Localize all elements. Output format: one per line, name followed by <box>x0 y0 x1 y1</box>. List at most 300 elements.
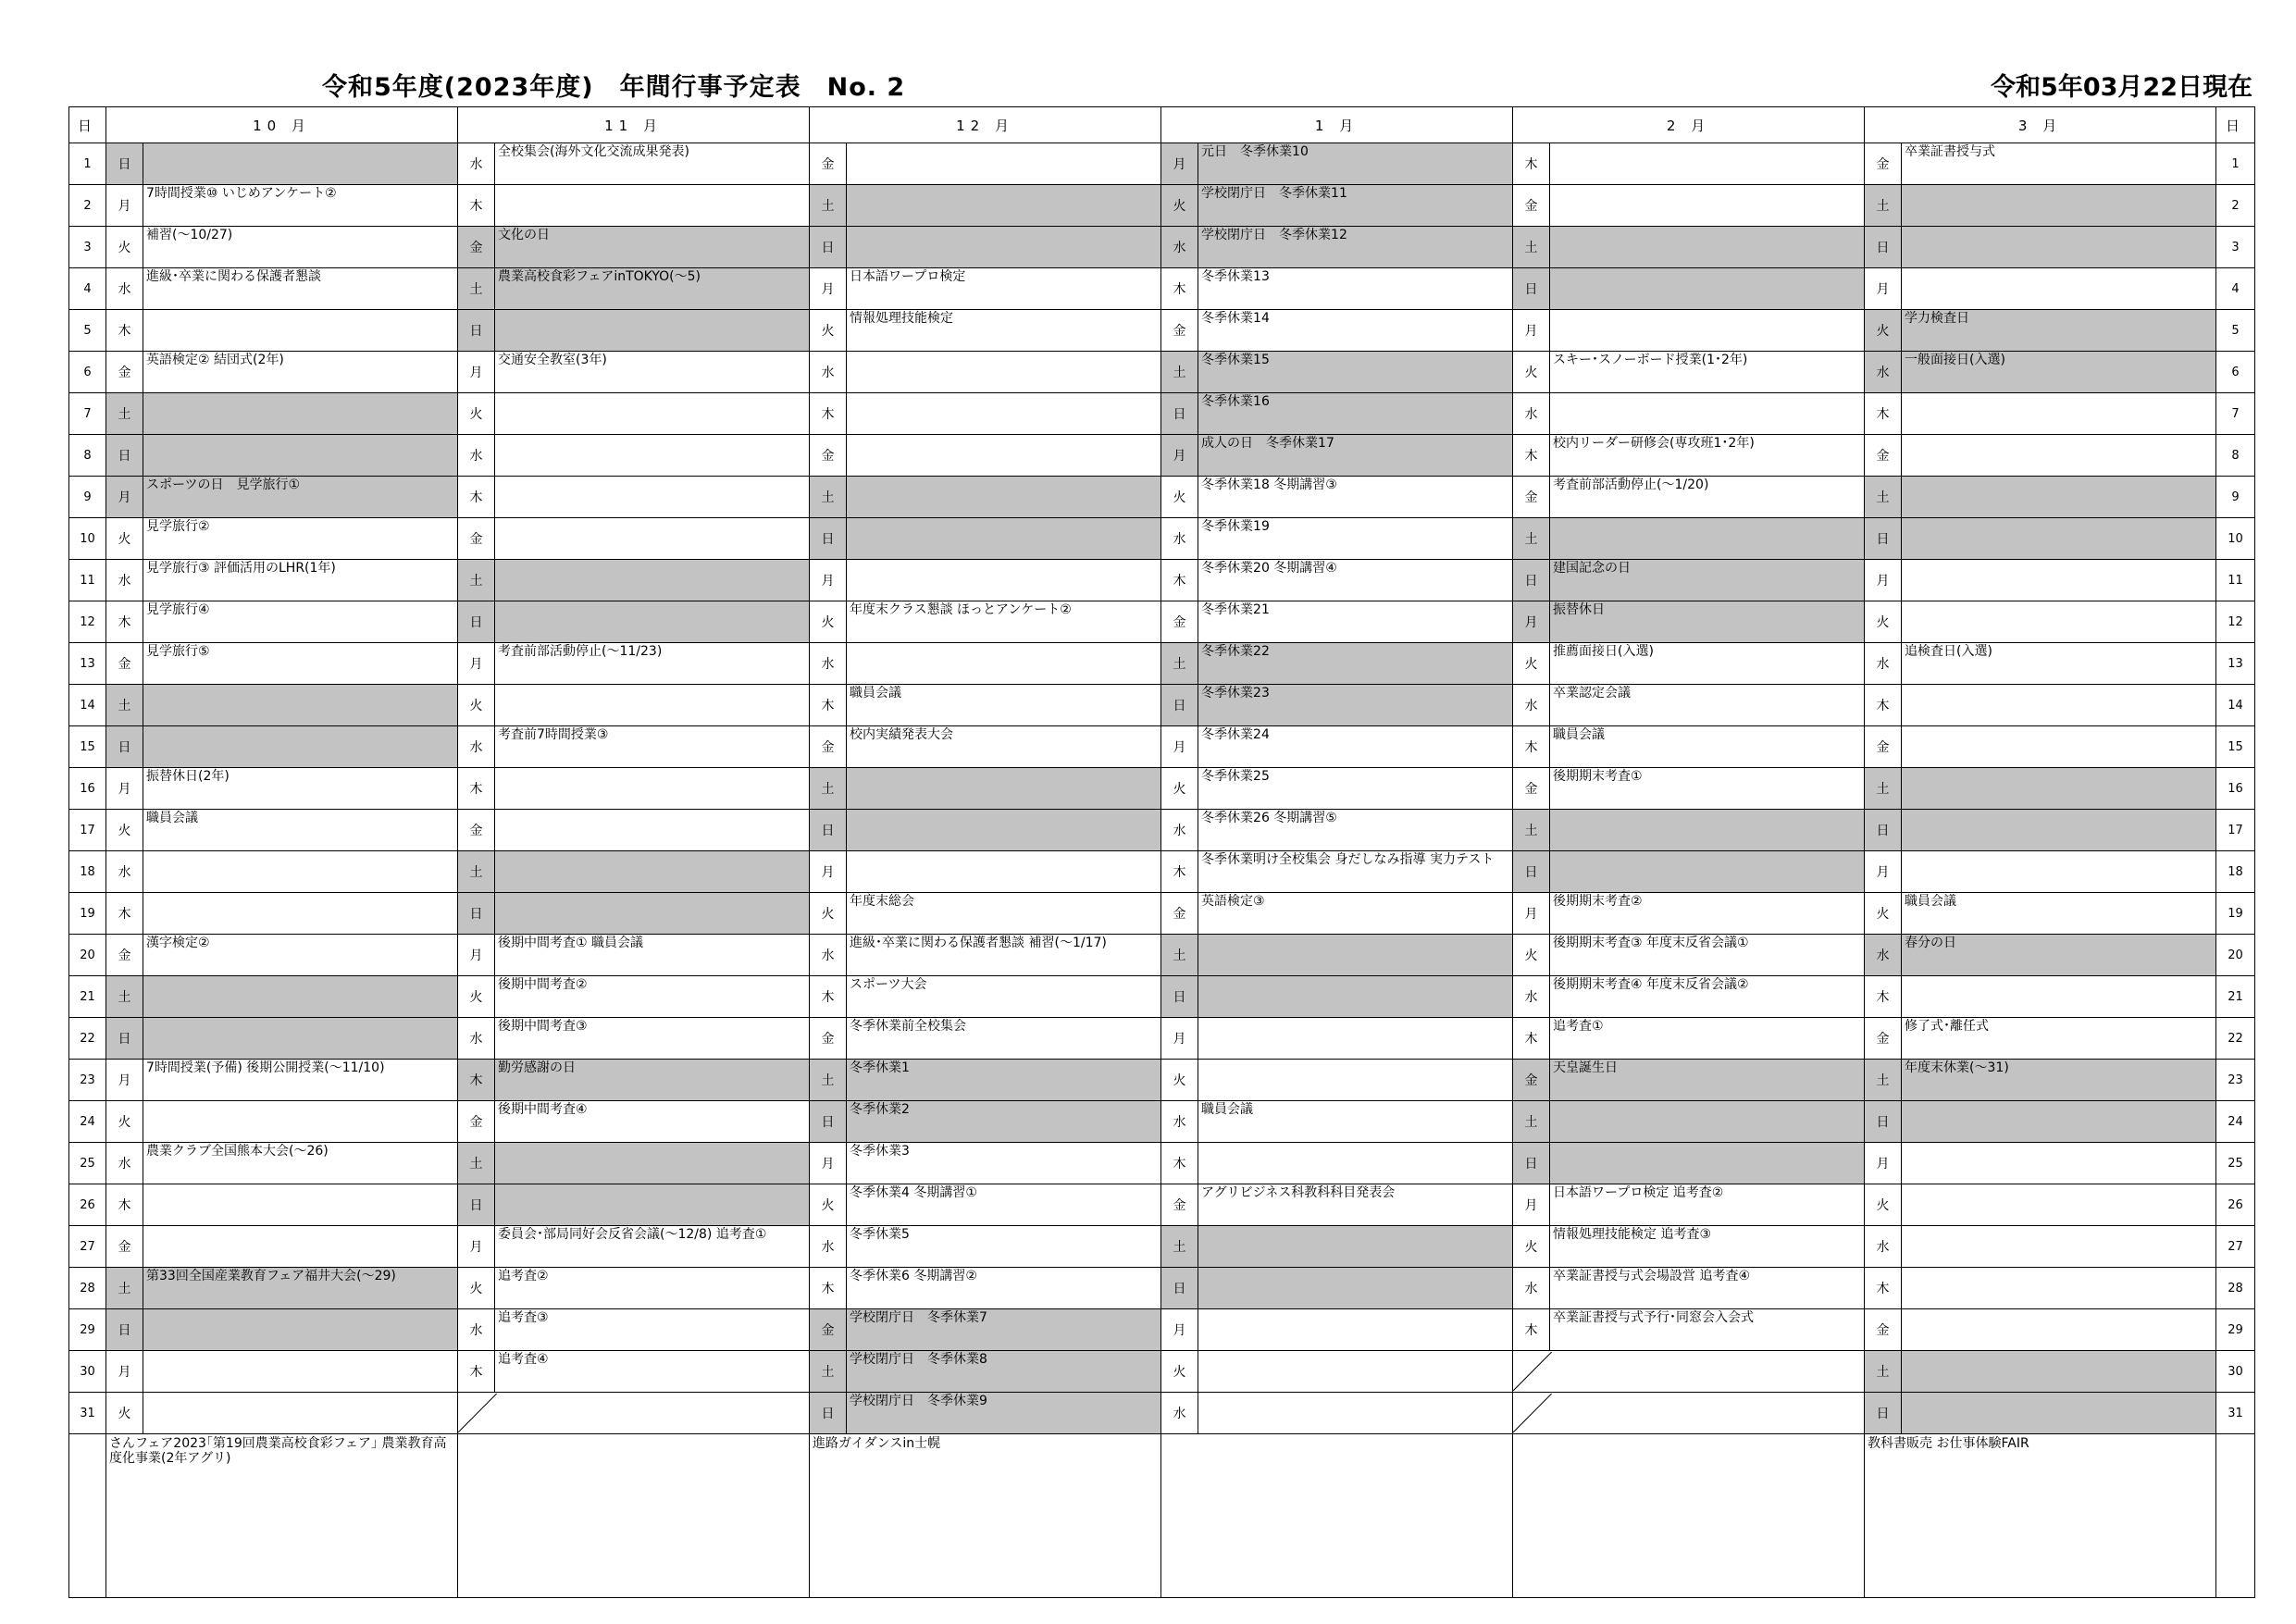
weekday-cell: 水 <box>106 851 143 893</box>
event-cell: 英語検定③ <box>1198 893 1513 935</box>
weekday-cell: 水 <box>1161 1393 1198 1434</box>
event-cell <box>1902 560 2216 601</box>
day-number: 10 <box>2216 518 2255 560</box>
table-row <box>69 560 2255 601</box>
weekday-cell: 金 <box>458 227 495 268</box>
day-number: 22 <box>69 1018 106 1060</box>
event-cell: 校内実績発表大会 <box>847 726 1161 768</box>
table-row <box>69 1060 2255 1101</box>
event-cell: 農業高校食彩フェアinTOKYO(～5) <box>495 268 810 310</box>
event-cell <box>1902 685 2216 726</box>
weekday-cell: 金 <box>106 935 143 976</box>
table-row <box>69 1184 2255 1226</box>
weekday-cell: 日 <box>1513 851 1550 893</box>
event-cell: 冬季休業13 <box>1198 268 1513 310</box>
event-cell: 後期期末考査② <box>1550 893 1865 935</box>
weekday-cell: 水 <box>1161 518 1198 560</box>
day-number: 21 <box>2216 976 2255 1018</box>
event-cell <box>1198 976 1513 1018</box>
weekday-cell: 金 <box>810 1309 847 1351</box>
weekday-cell: 水 <box>810 1226 847 1268</box>
event-cell <box>1198 1309 1513 1351</box>
weekday-cell: 木 <box>106 893 143 935</box>
weekday-cell: 水 <box>1161 1101 1198 1143</box>
event-cell: 冬季休業25 <box>1198 768 1513 810</box>
day-number: 13 <box>2216 643 2255 685</box>
table-row <box>69 893 2255 935</box>
event-cell: スポーツ大会 <box>847 976 1161 1018</box>
event-cell <box>143 726 458 768</box>
day-number: 30 <box>69 1351 106 1393</box>
weekday-cell: 水 <box>1865 643 1902 685</box>
table-row <box>69 227 2255 268</box>
nonexistent-day-cell <box>458 1393 810 1434</box>
weekday-cell: 火 <box>1513 1226 1550 1268</box>
day-number: 3 <box>69 227 106 268</box>
weekday-cell: 火 <box>1865 893 1902 935</box>
weekday-cell: 日 <box>1161 976 1198 1018</box>
weekday-cell: 月 <box>1161 143 1198 185</box>
day-number: 11 <box>2216 560 2255 601</box>
event-cell <box>1902 268 2216 310</box>
weekday-cell: 月 <box>106 768 143 810</box>
day-number: 21 <box>69 976 106 1018</box>
event-cell: 英語検定② 結団式(2年) <box>143 352 458 393</box>
event-cell <box>143 310 458 352</box>
event-cell <box>143 685 458 726</box>
table-row <box>69 1143 2255 1184</box>
weekday-cell: 木 <box>1865 685 1902 726</box>
event-cell <box>1550 1143 1865 1184</box>
table-row <box>69 935 2255 976</box>
day-number: 2 <box>69 185 106 227</box>
event-cell <box>143 1101 458 1143</box>
nonexistent-day-cell <box>1513 1351 1865 1393</box>
event-cell: 冬季休業23 <box>1198 685 1513 726</box>
event-cell: 追検査日(入選) <box>1902 643 2216 685</box>
event-cell <box>1902 227 2216 268</box>
event-cell <box>847 851 1161 893</box>
weekday-cell: 月 <box>458 352 495 393</box>
day-number: 15 <box>69 726 106 768</box>
weekday-cell: 月 <box>1513 1184 1550 1226</box>
weekday-cell: 土 <box>106 976 143 1018</box>
event-cell <box>847 352 1161 393</box>
weekday-cell: 木 <box>1865 976 1902 1018</box>
event-cell: 冬季休業21 <box>1198 601 1513 643</box>
table-row <box>69 518 2255 560</box>
weekday-cell: 日 <box>1513 560 1550 601</box>
weekday-cell: 土 <box>810 477 847 518</box>
weekday-cell: 木 <box>458 185 495 227</box>
event-cell: 進級･卒業に関わる保護者懇談 <box>143 268 458 310</box>
weekday-cell: 金 <box>1161 1184 1198 1226</box>
day-number: 6 <box>2216 352 2255 393</box>
weekday-cell: 月 <box>1865 851 1902 893</box>
weekday-cell: 木 <box>810 685 847 726</box>
weekday-cell: 日 <box>458 893 495 935</box>
event-cell <box>1550 1101 1865 1143</box>
event-cell: 見学旅行③ 評価活用のLHR(1年) <box>143 560 458 601</box>
day-number: 14 <box>2216 685 2255 726</box>
weekday-cell: 土 <box>106 393 143 435</box>
event-cell: 冬季休業16 <box>1198 393 1513 435</box>
event-cell: 冬季休業3 <box>847 1143 1161 1184</box>
diagonal-strike <box>1513 1394 1864 1432</box>
day-number: 20 <box>69 935 106 976</box>
weekday-cell: 金 <box>1865 726 1902 768</box>
event-cell <box>847 643 1161 685</box>
event-cell: 文化の日 <box>495 227 810 268</box>
weekday-cell: 月 <box>810 851 847 893</box>
event-cell <box>1550 268 1865 310</box>
weekday-cell: 火 <box>810 601 847 643</box>
weekday-cell: 水 <box>1513 393 1550 435</box>
event-cell <box>143 1393 458 1434</box>
weekday-cell: 日 <box>1865 518 1902 560</box>
weekday-cell: 日 <box>810 227 847 268</box>
month-notes: 進路ガイダンスin士幌 <box>810 1434 1161 1598</box>
table-row <box>69 477 2255 518</box>
table-row <box>69 352 2255 393</box>
event-cell: 振替休日(2年) <box>143 768 458 810</box>
day-number: 24 <box>69 1101 106 1143</box>
weekday-cell: 月 <box>1161 1309 1198 1351</box>
day-number: 3 <box>2216 227 2255 268</box>
weekday-cell: 金 <box>1513 1060 1550 1101</box>
event-cell: 第33回全国産業教育フェア福井大会(～29) <box>143 1268 458 1309</box>
event-cell: 冬季休業18 冬期講習③ <box>1198 477 1513 518</box>
event-cell <box>495 893 810 935</box>
event-cell: 卒業認定会議 <box>1550 685 1865 726</box>
weekday-cell: 水 <box>1161 810 1198 851</box>
event-cell <box>847 393 1161 435</box>
weekday-cell: 土 <box>1865 768 1902 810</box>
event-cell <box>1902 1309 2216 1351</box>
table-row <box>69 143 2255 185</box>
month-notes: 教科書販売 お仕事体験FAIR <box>1865 1434 2216 1598</box>
event-cell <box>1902 477 2216 518</box>
event-cell: 学校閉庁日 冬季休業11 <box>1198 185 1513 227</box>
event-cell <box>495 185 810 227</box>
day-number: 16 <box>69 768 106 810</box>
event-cell: 見学旅行⑤ <box>143 643 458 685</box>
event-cell <box>143 851 458 893</box>
event-cell <box>143 976 458 1018</box>
event-cell <box>495 310 810 352</box>
day-number: 1 <box>69 143 106 185</box>
weekday-cell: 火 <box>1161 185 1198 227</box>
event-cell <box>1902 518 2216 560</box>
event-cell: 卒業証書授与式予行･同窓会入会式 <box>1550 1309 1865 1351</box>
weekday-cell: 土 <box>106 1268 143 1309</box>
table-row <box>69 310 2255 352</box>
day-number: 29 <box>2216 1309 2255 1351</box>
weekday-cell: 火 <box>810 310 847 352</box>
event-cell: 冬季休業15 <box>1198 352 1513 393</box>
weekday-cell: 日 <box>1161 393 1198 435</box>
event-cell: 学力検査日 <box>1902 310 2216 352</box>
weekday-cell: 水 <box>458 1018 495 1060</box>
event-cell: 後期中間考査② <box>495 976 810 1018</box>
day-number: 6 <box>69 352 106 393</box>
event-cell <box>1902 1184 2216 1226</box>
event-cell <box>1902 1226 2216 1268</box>
event-cell: 後期中間考査① 職員会議 <box>495 935 810 976</box>
event-cell: 追考査③ <box>495 1309 810 1351</box>
table-row <box>69 268 2255 310</box>
weekday-cell: 金 <box>810 435 847 477</box>
event-cell: 追考査① <box>1550 1018 1865 1060</box>
event-cell: 後期期末考査③ 年度末反省会議① <box>1550 935 1865 976</box>
weekday-cell: 日 <box>810 518 847 560</box>
table-row <box>69 768 2255 810</box>
weekday-cell: 月 <box>106 185 143 227</box>
day-number: 25 <box>69 1143 106 1184</box>
event-cell: 冬季休業5 <box>847 1226 1161 1268</box>
event-cell <box>495 560 810 601</box>
event-cell: 後期期末考査④ 年度末反省会議② <box>1550 976 1865 1018</box>
day-number: 24 <box>2216 1101 2255 1143</box>
event-cell: 職員会議 <box>847 685 1161 726</box>
day-number: 9 <box>2216 477 2255 518</box>
weekday-cell: 金 <box>1161 601 1198 643</box>
event-cell: 卒業証書授与式会場設営 追考査④ <box>1550 1268 1865 1309</box>
event-cell: 春分の日 <box>1902 935 2216 976</box>
weekday-cell: 木 <box>1865 1268 1902 1309</box>
month-header: 12 月 <box>810 107 1161 143</box>
table-row <box>69 1393 2255 1434</box>
table-row <box>69 185 2255 227</box>
day-number: 26 <box>69 1184 106 1226</box>
weekday-cell: 水 <box>1161 227 1198 268</box>
event-cell: 後期期末考査① <box>1550 768 1865 810</box>
weekday-cell: 月 <box>1865 560 1902 601</box>
weekday-cell: 日 <box>458 310 495 352</box>
event-cell: 農業クラブ全国熊本大会(～26) <box>143 1143 458 1184</box>
day-number: 26 <box>2216 1184 2255 1226</box>
event-cell: 職員会議 <box>1902 893 2216 935</box>
weekday-cell: 金 <box>810 143 847 185</box>
weekday-cell: 水 <box>1513 1268 1550 1309</box>
weekday-cell: 木 <box>458 768 495 810</box>
table-row <box>69 1309 2255 1351</box>
weekday-cell: 木 <box>106 310 143 352</box>
event-cell: 学校閉庁日 冬季休業12 <box>1198 227 1513 268</box>
event-cell <box>1550 227 1865 268</box>
weekday-cell: 月 <box>1513 893 1550 935</box>
weekday-cell: 日 <box>1865 810 1902 851</box>
event-cell <box>143 143 458 185</box>
weekday-cell: 火 <box>458 685 495 726</box>
weekday-cell: 土 <box>810 1060 847 1101</box>
event-cell: 見学旅行② <box>143 518 458 560</box>
event-cell <box>143 1018 458 1060</box>
event-cell: 建国記念の日 <box>1550 560 1865 601</box>
month-header: 3 月 <box>1865 107 2216 143</box>
weekday-cell: 日 <box>106 726 143 768</box>
weekday-cell: 日 <box>1513 1143 1550 1184</box>
weekday-cell: 金 <box>1865 435 1902 477</box>
weekday-cell: 火 <box>1161 768 1198 810</box>
weekday-cell: 火 <box>1513 643 1550 685</box>
weekday-cell: 金 <box>458 1101 495 1143</box>
event-cell: 考査前部活動停止(～1/20) <box>1550 477 1865 518</box>
weekday-cell: 日 <box>1161 685 1198 726</box>
weekday-cell: 金 <box>1865 1309 1902 1351</box>
weekday-cell: 金 <box>1513 185 1550 227</box>
month-notes <box>1161 1434 1513 1598</box>
event-cell <box>1198 1226 1513 1268</box>
annual-schedule-table <box>68 106 2255 1598</box>
event-cell <box>1902 1143 2216 1184</box>
event-cell <box>1198 1060 1513 1101</box>
event-cell <box>847 185 1161 227</box>
weekday-cell: 日 <box>1865 1393 1902 1434</box>
day-number: 5 <box>69 310 106 352</box>
weekday-cell: 火 <box>458 393 495 435</box>
event-cell <box>1902 393 2216 435</box>
event-cell <box>1550 143 1865 185</box>
event-cell <box>495 685 810 726</box>
weekday-cell: 水 <box>1513 685 1550 726</box>
weekday-cell: 土 <box>458 268 495 310</box>
day-column-header: 日 <box>2216 107 2255 143</box>
month-header: 1 月 <box>1161 107 1513 143</box>
weekday-cell: 金 <box>458 810 495 851</box>
weekday-cell: 月 <box>1513 310 1550 352</box>
weekday-cell: 水 <box>1513 976 1550 1018</box>
table-row <box>69 601 2255 643</box>
month-header: 11 月 <box>458 107 810 143</box>
weekday-cell: 水 <box>106 560 143 601</box>
event-cell: 成人の日 冬季休業17 <box>1198 435 1513 477</box>
event-cell <box>847 477 1161 518</box>
event-cell: 後期中間考査④ <box>495 1101 810 1143</box>
weekday-cell: 月 <box>810 1143 847 1184</box>
event-cell: スキー･スノーボード授業(1･2年) <box>1550 352 1865 393</box>
event-cell <box>495 601 810 643</box>
event-cell <box>495 393 810 435</box>
weekday-cell: 木 <box>458 1351 495 1393</box>
weekday-cell: 金 <box>1865 1018 1902 1060</box>
day-number: 4 <box>69 268 106 310</box>
weekday-cell: 日 <box>1513 268 1550 310</box>
weekday-cell: 火 <box>1161 1060 1198 1101</box>
weekday-cell: 土 <box>1865 185 1902 227</box>
day-number: 19 <box>2216 893 2255 935</box>
table-row <box>69 643 2255 685</box>
weekday-cell: 土 <box>1513 518 1550 560</box>
weekday-cell: 日 <box>106 1309 143 1351</box>
weekday-cell: 土 <box>458 560 495 601</box>
weekday-cell: 木 <box>1161 851 1198 893</box>
event-cell <box>1902 1101 2216 1143</box>
weekday-cell: 火 <box>810 893 847 935</box>
day-number: 2 <box>2216 185 2255 227</box>
day-number: 14 <box>69 685 106 726</box>
event-cell <box>1902 601 2216 643</box>
event-cell <box>495 768 810 810</box>
event-cell: 追考査② <box>495 1268 810 1309</box>
day-number: 16 <box>2216 768 2255 810</box>
event-cell <box>1550 851 1865 893</box>
event-cell <box>1902 1351 2216 1393</box>
weekday-cell: 土 <box>458 1143 495 1184</box>
month-header-row <box>69 107 2255 143</box>
weekday-cell: 火 <box>810 1184 847 1226</box>
event-cell: 天皇誕生日 <box>1550 1060 1865 1101</box>
event-cell <box>495 810 810 851</box>
weekday-cell: 日 <box>106 1018 143 1060</box>
weekday-cell: 木 <box>1513 1018 1550 1060</box>
weekday-cell: 木 <box>1513 435 1550 477</box>
event-cell <box>847 560 1161 601</box>
event-cell <box>143 393 458 435</box>
event-cell <box>847 810 1161 851</box>
weekday-cell: 日 <box>106 143 143 185</box>
event-cell: 年度末総会 <box>847 893 1161 935</box>
event-cell: 漢字検定② <box>143 935 458 976</box>
event-cell <box>1902 851 2216 893</box>
event-cell: 学校閉庁日 冬季休業8 <box>847 1351 1161 1393</box>
day-number: 18 <box>2216 851 2255 893</box>
weekday-cell: 火 <box>458 1268 495 1309</box>
weekday-cell: 水 <box>458 726 495 768</box>
event-cell <box>1198 1143 1513 1184</box>
weekday-cell: 水 <box>458 1309 495 1351</box>
event-cell <box>143 1309 458 1351</box>
weekday-cell: 水 <box>810 352 847 393</box>
weekday-cell: 土 <box>1513 227 1550 268</box>
table-row <box>69 435 2255 477</box>
table-row <box>69 1018 2255 1060</box>
event-cell: 進級･卒業に関わる保護者懇談 補習(～1/17) <box>847 935 1161 976</box>
weekday-cell: 日 <box>1865 227 1902 268</box>
event-cell: 見学旅行④ <box>143 601 458 643</box>
diagonal-strike <box>458 1394 809 1432</box>
weekday-cell: 土 <box>810 768 847 810</box>
event-cell <box>1902 185 2216 227</box>
event-cell: 交通安全教室(3年) <box>495 352 810 393</box>
event-cell <box>1902 726 2216 768</box>
weekday-cell: 日 <box>1161 1268 1198 1309</box>
weekday-cell: 金 <box>106 352 143 393</box>
event-cell <box>1902 768 2216 810</box>
weekday-cell: 水 <box>106 1143 143 1184</box>
weekday-cell: 木 <box>1161 560 1198 601</box>
event-cell: アグリビジネス科教科科目発表会 <box>1198 1184 1513 1226</box>
event-cell <box>847 518 1161 560</box>
page-title: 令和5年度(2023年度) 年間行事予定表 No. 2 <box>322 73 906 102</box>
weekday-cell: 土 <box>1161 935 1198 976</box>
event-cell: 元日 冬季休業10 <box>1198 143 1513 185</box>
weekday-cell: 月 <box>1865 1143 1902 1184</box>
weekday-cell: 日 <box>810 1101 847 1143</box>
weekday-cell: 火 <box>1161 1351 1198 1393</box>
day-number: 23 <box>69 1060 106 1101</box>
day-number: 12 <box>2216 601 2255 643</box>
day-number: 23 <box>2216 1060 2255 1101</box>
weekday-cell: 火 <box>1865 310 1902 352</box>
weekday-cell: 月 <box>1161 435 1198 477</box>
event-cell <box>1198 1351 1513 1393</box>
month-notes <box>1513 1434 1865 1598</box>
weekday-cell: 土 <box>1865 1060 1902 1101</box>
event-cell: 冬季休業26 冬期講習⑤ <box>1198 810 1513 851</box>
event-cell: 職員会議 <box>143 810 458 851</box>
event-cell <box>143 1351 458 1393</box>
